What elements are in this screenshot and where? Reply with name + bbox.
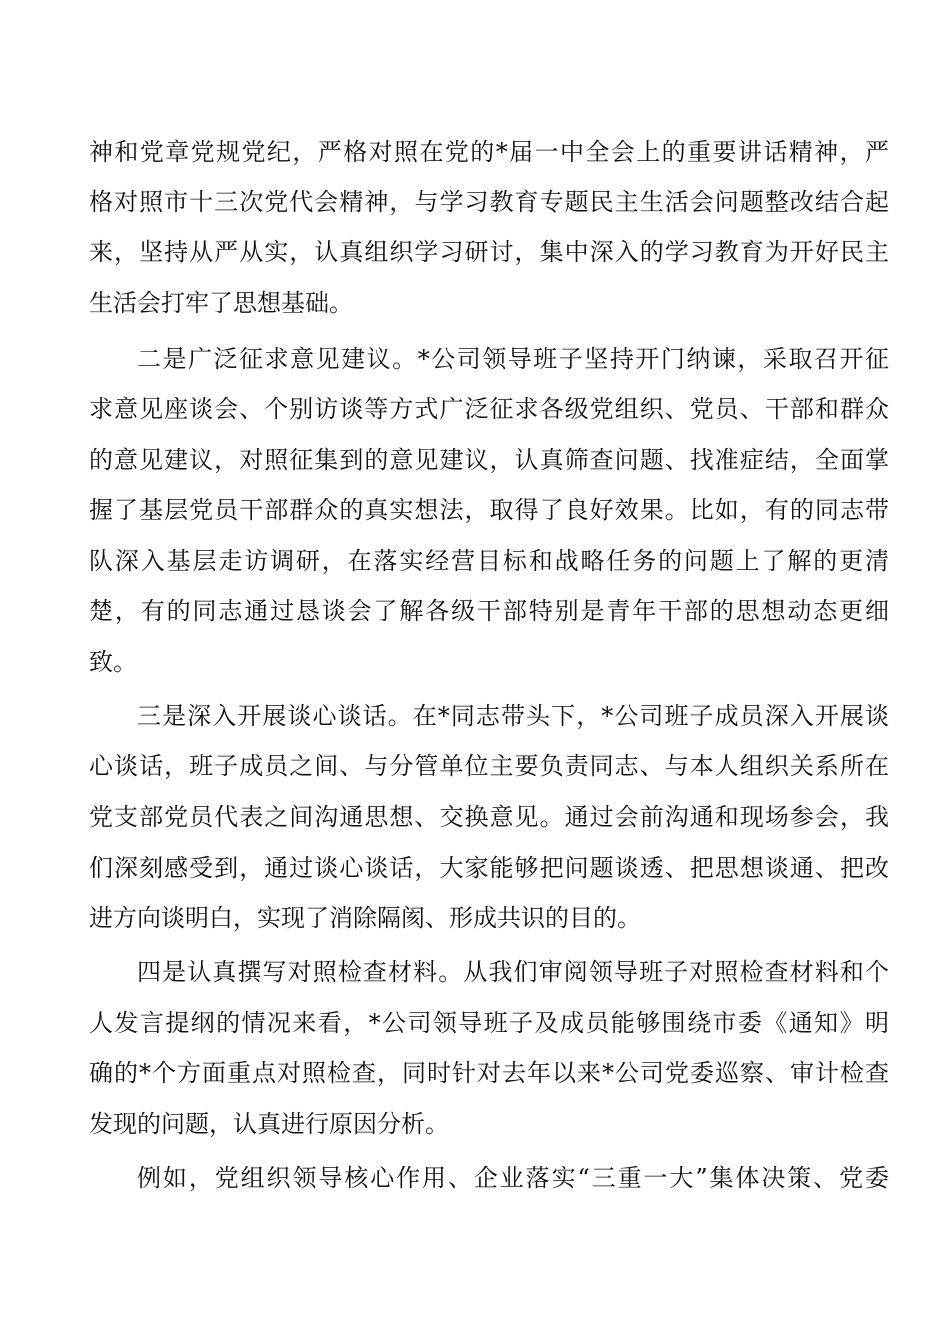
- text-line-19: 确的*个方面重点对照检查，同时针对去年以来*公司党委巡察、审计检查: [89, 1059, 889, 1087]
- text-line-2: 格对照市十三次党代会精神，与学习教育专题民主生活会问题整改结合起: [89, 188, 889, 216]
- text-line-13: 心谈话，班子成员之间、与分管单位主要负责同志、与本人组织关系所在: [89, 752, 889, 780]
- text-line-15: 们深刻感受到，通过谈心谈话，大家能够把问题谈透、把思想谈通、把改: [89, 854, 889, 882]
- text-line-6: 求意见座谈会、个别访谈等方式广泛征求各级党组织、党员、干部和群众: [89, 395, 889, 423]
- text-line-11: 致。: [89, 648, 137, 676]
- text-line-1: 神和党章党规党纪，严格对照在党的*届一中全会上的重要讲话精神，严: [89, 138, 889, 166]
- text-line-16: 进方向谈明白，实现了消除隔阂、形成共识的目的。: [89, 904, 641, 932]
- text-line-18: 人发言提纲的情况来看，*公司领导班子及成员能够围绕市委《通知》明: [89, 1009, 889, 1037]
- text-line-9: 队深入基层走访调研，在落实经营目标和战略任务的问题上了解的更清: [89, 547, 889, 575]
- text-line-17: 四是认真撰写对照检查材料。从我们审阅领导班子对照检查材料和个: [137, 958, 889, 986]
- text-line-21: 例如，党组织领导核心作用、企业落实“三重一大”集体决策、党委: [137, 1164, 889, 1192]
- text-line-12: 三是深入开展谈心谈话。在*同志带头下，*公司班子成员深入开展谈: [137, 702, 889, 730]
- text-line-20: 发现的问题，认真进行原因分析。: [89, 1110, 449, 1138]
- text-line-5: 二是广泛征求意见建议。*公司领导班子坚持开门纳谏，采取召开征: [137, 345, 889, 373]
- text-line-14: 党支部党员代表之间沟通思想、交换意见。通过会前沟通和现场参会，我: [89, 803, 889, 831]
- text-line-7: 的意见建议，对照征集到的意见建议，认真筛查问题、找准症结，全面掌: [89, 446, 889, 474]
- text-line-8: 握了基层党员干部群众的真实想法，取得了良好效果。比如，有的同志带: [89, 496, 889, 524]
- text-line-4: 生活会打牢了思想基础。: [89, 289, 353, 317]
- text-line-3: 来，坚持从严从实，认真组织学习研讨，集中深入的学习教育为开好民主: [89, 238, 889, 266]
- text-line-10: 楚，有的同志通过恳谈会了解各级干部特别是青年干部的思想动态更细: [89, 597, 889, 625]
